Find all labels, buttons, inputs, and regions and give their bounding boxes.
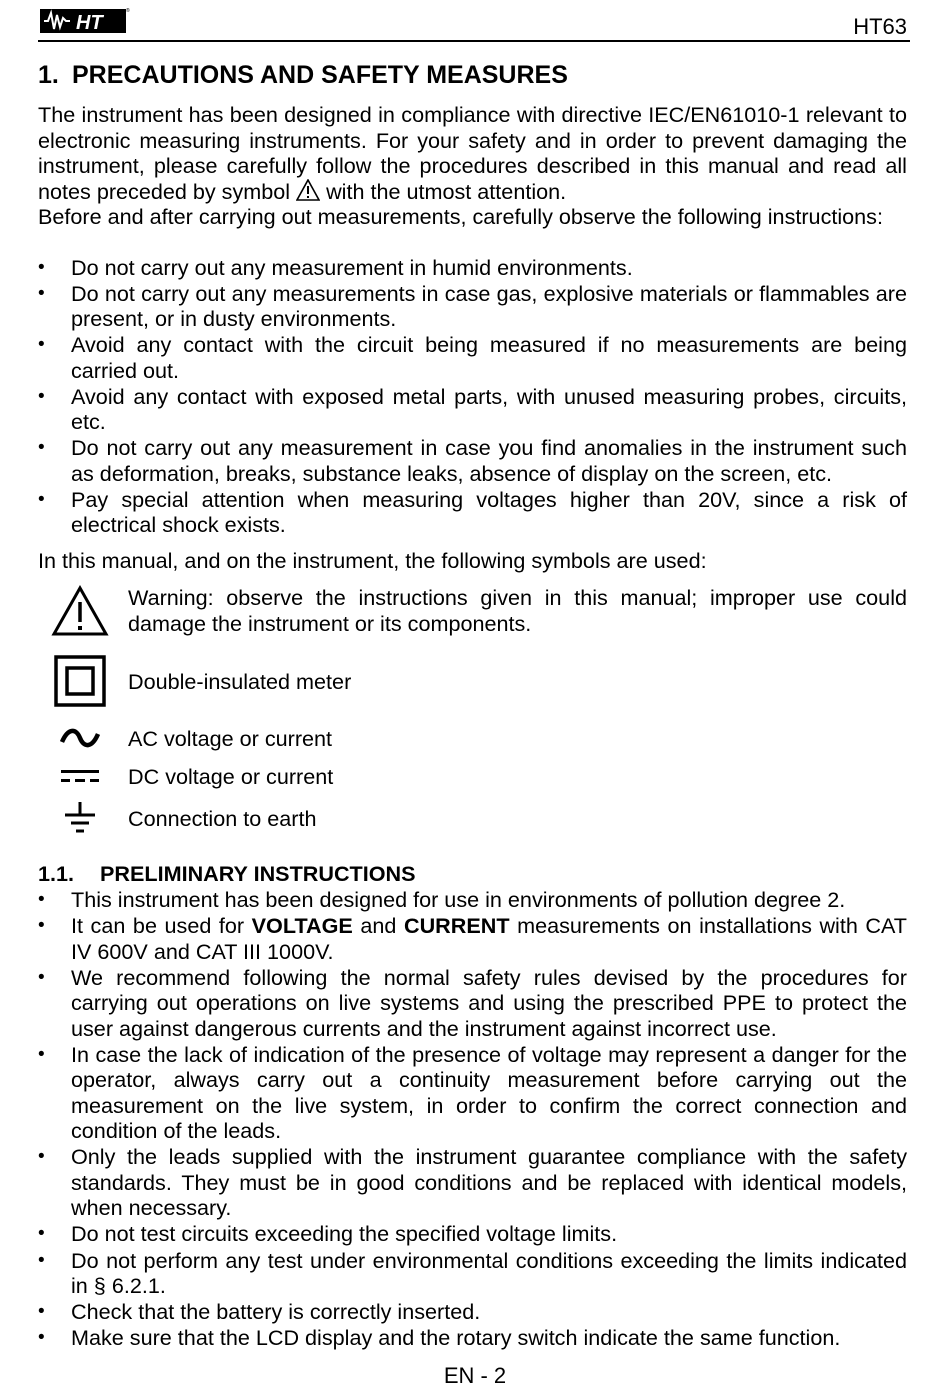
symbol-text: Double-insulated meter	[128, 668, 352, 694]
symbol-text: AC voltage or current	[128, 725, 333, 751]
symbol-text: Warning: observe the instructions given in this manual; improper use could damage the instrument or its components.	[128, 585, 907, 636]
model-name: HT63	[853, 14, 907, 39]
section-heading	[38, 60, 907, 90]
intro-text-2: with the utmost attention.	[326, 178, 567, 204]
logo-text: HT	[76, 12, 103, 34]
symbol-row-double-insulation	[38, 651, 907, 711]
list-item: • Avoid any contact with exposed metal parts, with unused measuring probes, circuits, etc.	[38, 384, 907, 435]
warning-triangle-icon	[32, 585, 128, 637]
list-item: • In case the lack of indication of the presence of voltage may represent a danger for the operator, always carry out a continuity measurement before carrying out the measurement on the live system, in order to confirm the correct connection and condition of the leads.	[38, 1042, 907, 1144]
svg-text:®: ®	[126, 8, 130, 14]
ht-logo	[38, 6, 130, 36]
symbol-row-warning	[38, 585, 907, 649]
list-item: • This instrument has been designed for use in environments of pollution degree 2.	[38, 887, 907, 913]
list-item-text: It can be used for	[71, 913, 252, 939]
symbol-row-earth	[38, 799, 907, 837]
symbols-list	[38, 585, 907, 837]
safety-list	[38, 255, 907, 538]
list-item-text: measurements on installations with CAT IV 600V and CAT III 1000V.	[71, 913, 908, 964]
symbols-intro: In this manual, and on the instrument, the following symbols are used:	[38, 547, 707, 573]
list-item: • Avoid any contact with the circuit being measured if no measurements are being carried out.	[38, 332, 907, 383]
symbol-row-ac	[38, 721, 907, 755]
symbol-text: Connection to earth	[128, 805, 317, 831]
section-number: 1.	[38, 61, 59, 89]
intro-paragraph	[38, 102, 907, 204]
page-number: EN - 2	[443, 1363, 507, 1388]
current-emphasis: CURRENT	[403, 913, 510, 939]
header-divider	[38, 40, 910, 42]
list-item: • Pay special attention when measuring voltages higher than 20V, since a risk of electrical shock exists.	[38, 487, 907, 538]
intro-paragraph-2: Before and after carrying out measurements, carefully observe the following instructions:	[38, 204, 883, 229]
subsection-number: 1.1.	[38, 861, 75, 887]
list-item: • Check that the battery is correctly inserted.	[38, 1299, 907, 1325]
subsection-heading	[38, 861, 907, 887]
voltage-emphasis: VOLTAGE	[251, 913, 353, 939]
list-item: • Do not carry out any measurement in humid environments.	[38, 255, 907, 281]
list-item	[38, 913, 907, 964]
list-item: • Make sure that the LCD display and the rotary switch indicate the same function.	[38, 1325, 907, 1351]
page-content	[38, 60, 907, 1351]
list-item: • Only the leads supplied with the instrument guarantee compliance with the safety standards. They must be in good conditions and be replaced with identical models, when necessary.	[38, 1144, 907, 1221]
warning-inline-icon	[296, 179, 320, 201]
earth-ground-icon	[32, 800, 128, 836]
ac-tilde-icon	[32, 726, 128, 750]
list-item: • Do not test circuits exceeding the specified voltage limits.	[38, 1221, 907, 1247]
list-item-text: and	[352, 913, 404, 939]
section-title: PRECAUTIONS AND SAFETY MEASURES	[72, 61, 568, 89]
symbol-text: DC voltage or current	[128, 763, 334, 789]
list-item: • Do not perform any test under environmental conditions exceeding the limits indicated in § 6.2.1.	[38, 1248, 907, 1299]
subsection-title: PRELIMINARY INSTRUCTIONS	[100, 861, 416, 887]
list-item: • Do not carry out any measurement in case you find anomalies in the instrument such as deformation, breaks, substance leaks, absence of display on the screen, etc.	[38, 435, 907, 486]
symbol-row-dc	[38, 759, 907, 793]
double-insulation-icon	[32, 655, 128, 707]
list-item: • Do not carry out any measurements in case gas, explosive materials or flammables are present, or in dusty environments.	[38, 281, 907, 332]
list-item: • We recommend following the normal safety rules devised by the procedures for carrying out operations on live systems and using the prescribed PPE to protect the user against dangerous currents and the instrument against incorrect use.	[38, 965, 907, 1042]
preliminary-list	[38, 887, 907, 1351]
intro-text-1: The instrument has been designed in compliance with directive IEC/EN61010-1 relevant to electronic measuring instruments. For your safety and in order to prevent damaging the instrument, please carefully follow the procedures described in this manual and read all notes preceded by symbol	[38, 102, 907, 204]
dc-symbol-icon	[32, 767, 128, 785]
